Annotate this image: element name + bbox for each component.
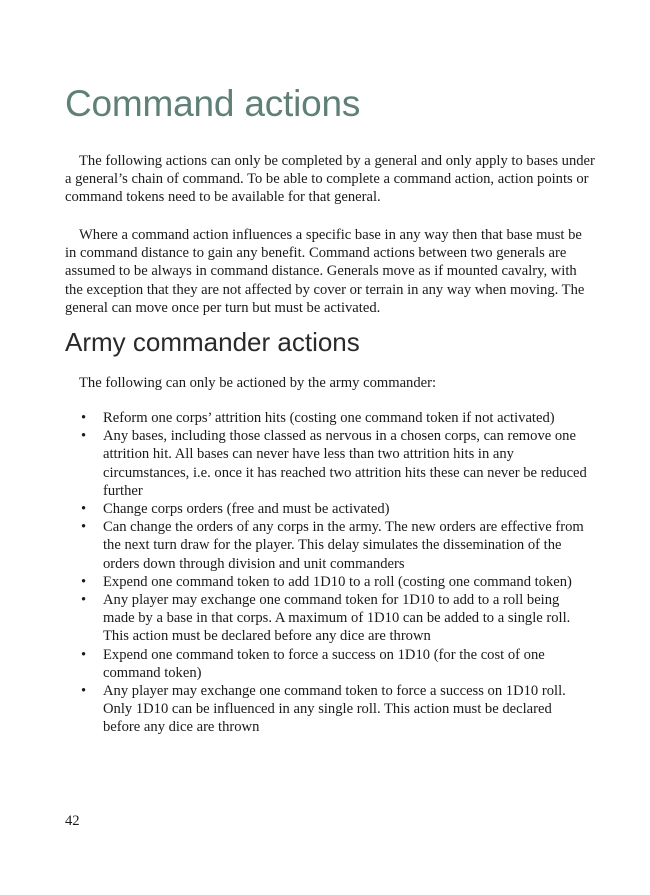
bullet-icon: • [81, 501, 87, 518]
section-title: Army commander actions [65, 327, 360, 357]
bullet-icon: • [81, 410, 87, 426]
bullet-icon: • [81, 428, 87, 445]
page-number: 42 [65, 813, 80, 829]
list-item-text: Reform one corps’ attrition hits (costing one command token if not activated) [103, 410, 555, 426]
bullet-icon: • [81, 646, 87, 663]
list-item-text: Any player may exchange one command token to force a success on 1D10 roll. Only 1D10 can be influenced in any single roll. This action must be declared before any dice are thrown [103, 683, 566, 736]
list-item [81, 409, 591, 427]
list-item [81, 646, 591, 682]
list-item-text: Can change the orders of any corps in the army. The new orders are effective from the next turn draw for the player. This delay simulates the dissemination of the orders down through division and unit commanders [103, 519, 584, 572]
bullet-icon: • [81, 683, 87, 700]
list-item-text: Any bases, including those classed as nervous in a chosen corps, can remove one attrition hit. All bases can never have less than two attrition hits in any circumstances, i.e. once it has reached two attrition hits these can never be reduced further [103, 428, 587, 499]
list-item-text: Expend one command token to add 1D10 to a roll (costing one command token) [103, 573, 572, 590]
bullet-icon: • [81, 519, 87, 536]
list-item [81, 427, 591, 500]
bullet-icon: • [81, 573, 87, 590]
list-item [81, 591, 591, 646]
list-item [81, 500, 591, 518]
paragraph-command-distance: Where a command action influences a specific base in any way then that base must be in command distance to gain any benefit. Command actions between two generals are assumed to be always in command distance. Generals move as if mounted cavalry, with the exception that they are not affected by cover or terrain in any way when moving. The general can move once per turn but must be activated. [65, 227, 585, 316]
paragraph-command-actions-intro: The following actions can only be completed by a general and only apply to bases under a general’s chain of command. To be able to complete a command action, action points or command tokens need to be available for that general. [65, 153, 595, 206]
section-intro: The following can only be actioned by the army commander: [79, 375, 437, 391]
list-item [81, 573, 591, 591]
list-item-text: Any player may exchange one command token for 1D10 to add to a roll being made by a base in that corps. A maximum of 1D10 can be added to a single roll. This action must be declared before any dice are thrown [103, 592, 571, 645]
list-item-text: Expend one command token to force a success on 1D10 (for the cost of one command token) [103, 646, 545, 681]
list-item [81, 518, 591, 573]
chapter-title: Command actions [65, 83, 361, 124]
list-item [81, 682, 591, 737]
list-item-text: Change corps orders (free and must be activated) [103, 501, 390, 518]
bullet-icon: • [81, 592, 87, 609]
army-commander-actions-list [81, 409, 591, 737]
